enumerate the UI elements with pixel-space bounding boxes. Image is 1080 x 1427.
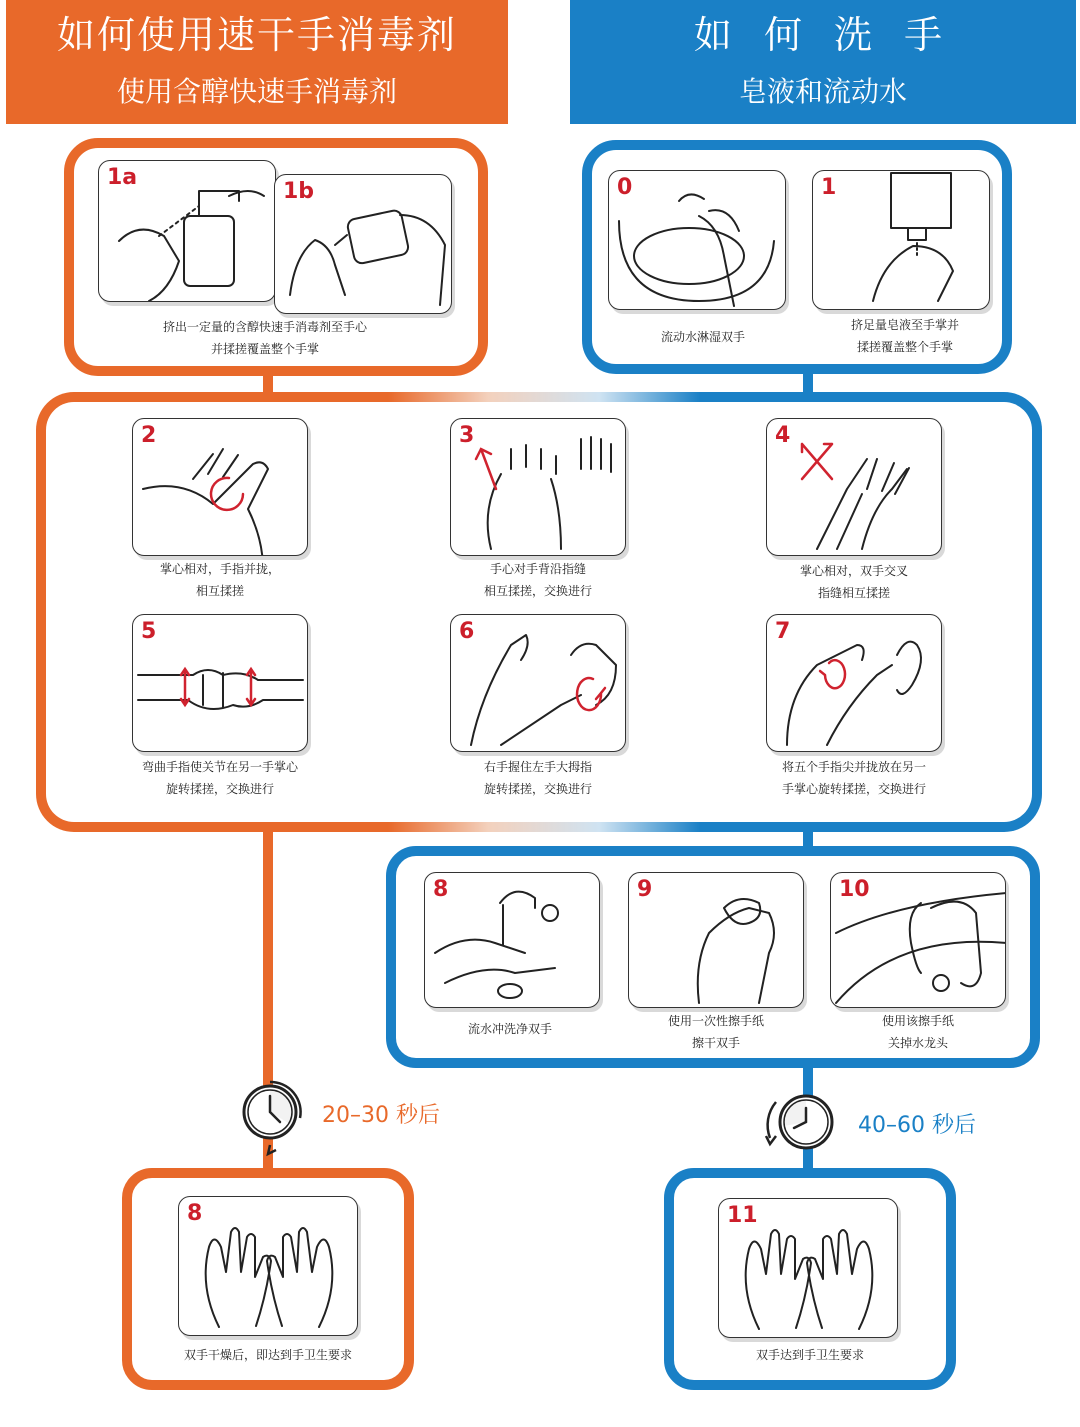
step-7-number: 7 <box>775 619 791 644</box>
soap-dispenser-illustration <box>813 171 990 310</box>
step-0-panel <box>608 170 786 310</box>
step-4-panel <box>766 418 942 556</box>
step-0-caption: 流动水淋湿双手 <box>660 330 745 344</box>
left-header-title: 如何使用速干手消毒剂 <box>56 13 457 57</box>
right-header <box>570 0 1076 124</box>
right-header-title: 如 何 洗 手 <box>693 13 953 57</box>
step-6-caption: 右手握住左手大拇指 旋转揉搓，交换进行 <box>483 760 592 796</box>
step-1a-panel <box>98 160 276 302</box>
step-11-number: 11 <box>727 1203 758 1228</box>
step-3-caption: 手心对手背沿指缝 相互揉搓，交换进行 <box>483 562 592 598</box>
step-10-number: 10 <box>839 877 870 902</box>
step-1b-number: 1b <box>283 179 315 204</box>
step-1a-number: 1a <box>107 165 138 190</box>
step-4-caption: 掌心相对，双手交叉 指缝相互揉搓 <box>799 564 908 600</box>
step-1-number: 1 <box>821 175 837 200</box>
right-header-subtitle: 皂液和流动水 <box>738 75 907 108</box>
step-8-rub-panel <box>178 1196 358 1336</box>
palm-over-dorsum-illustration <box>451 419 626 556</box>
backs-of-fingers-illustration <box>133 615 308 752</box>
step-2-number: 2 <box>141 423 157 448</box>
step-8-rinse-panel <box>424 872 600 1008</box>
step-5-number: 5 <box>141 619 157 644</box>
step-9-panel <box>628 872 804 1008</box>
step-3-number: 3 <box>459 423 475 448</box>
step-8-rub-number: 8 <box>187 1201 203 1226</box>
dry-hands-illustration <box>179 1197 358 1336</box>
step-8-rinse-number: 8 <box>433 877 449 902</box>
fingertips-in-palm-illustration <box>767 615 942 752</box>
palm-to-palm-illustration <box>133 419 308 556</box>
left-timer-icon <box>240 1070 304 1160</box>
step-4-number: 4 <box>775 423 791 448</box>
step-1-soap-caption: 挤足量皂液至手掌并 揉搓覆盖整个手掌 <box>850 318 959 354</box>
step-2-panel <box>132 418 308 556</box>
left-timer-label: 20–30 秒后 <box>322 1103 440 1128</box>
step-9-number: 9 <box>637 877 653 902</box>
step-1-panel <box>812 170 990 310</box>
step-5-caption: 弯曲手指使关节在另一手掌心 旋转揉搓，交换进行 <box>141 760 298 796</box>
step-5-panel <box>132 614 308 752</box>
step-9-caption: 使用一次性擦手纸 擦干双手 <box>667 1014 764 1050</box>
dry-with-towel-illustration <box>629 873 804 1008</box>
step-6-panel <box>450 614 626 752</box>
step-11-caption: 双手达到手卫生要求 <box>755 1348 864 1362</box>
right-timer-icon <box>760 1078 844 1170</box>
step-10-caption: 使用该擦手纸 关掉水龙头 <box>881 1014 954 1050</box>
fingers-interlaced-illustration <box>767 419 942 556</box>
step-8-rub-caption: 双手干燥后，即达到手卫生要求 <box>183 1348 352 1362</box>
rinse-hands-illustration <box>425 873 600 1008</box>
step-1-caption: 挤出一定量的含醇快速手消毒剂至手心 并揉搓覆盖整个手掌 <box>162 320 367 356</box>
step-10-panel <box>830 872 1006 1008</box>
left-header <box>6 0 508 124</box>
left-header-subtitle: 使用含醇快速手消毒剂 <box>116 75 397 108</box>
step-1b-panel <box>274 174 452 314</box>
step-3-panel <box>450 418 626 556</box>
step-8-rinse-caption: 流水冲洗净双手 <box>467 1022 552 1036</box>
step-7-panel <box>766 614 942 752</box>
rotational-thumb-illustration <box>451 615 626 752</box>
step-2-caption: 掌心相对，手指并拢， 相互揉搓 <box>159 562 280 598</box>
right-timer-label: 40–60 秒后 <box>858 1113 976 1138</box>
step-6-number: 6 <box>459 619 475 644</box>
step-7-caption: 将五个手指尖并拢放在另一 手掌心旋转揉搓，交换进行 <box>781 760 926 796</box>
sink-wet-hands-illustration <box>609 171 786 310</box>
step-0-number: 0 <box>617 175 633 200</box>
step-11-panel <box>718 1198 898 1338</box>
